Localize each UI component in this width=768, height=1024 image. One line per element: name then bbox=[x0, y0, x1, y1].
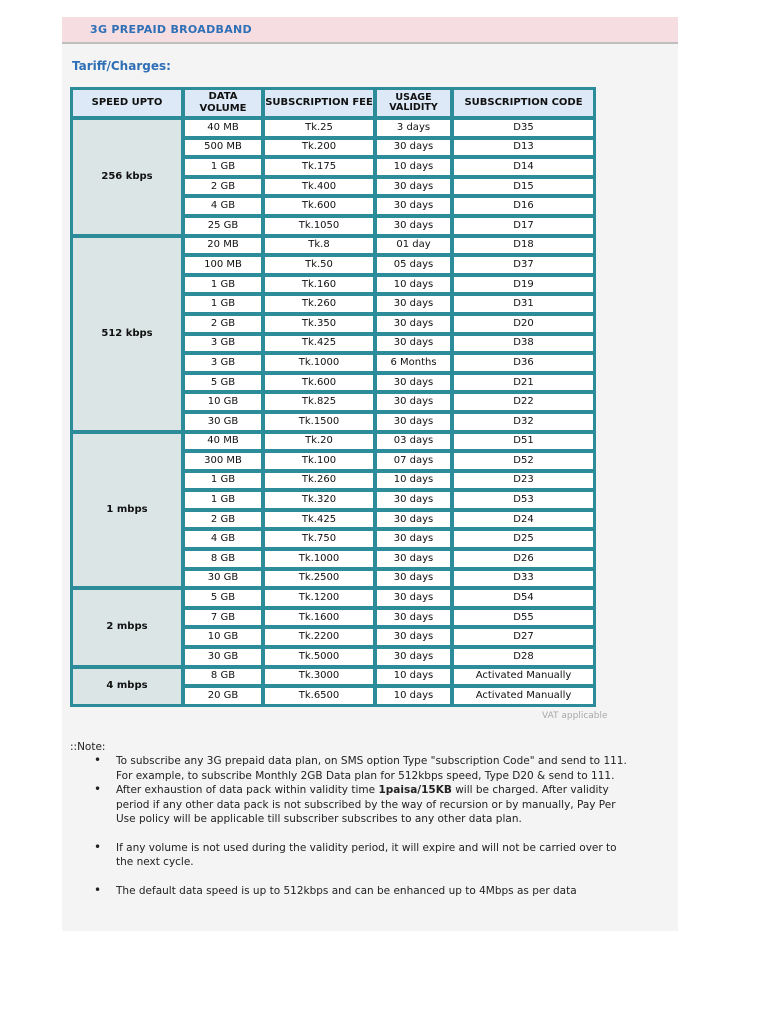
data-volume-cell: 10 GB bbox=[184, 393, 262, 411]
data-volume-cell: 30 GB bbox=[184, 648, 262, 666]
subscription-fee-cell: Tk.3000 bbox=[264, 668, 374, 686]
note-text: The default data speed is up to 512kbps and can be enhanced up to 4Mbps as per data bbox=[116, 884, 577, 897]
data-volume-cell: 2 GB bbox=[184, 511, 262, 529]
subscription-fee-cell: Tk.2500 bbox=[264, 570, 374, 588]
subscription-fee-cell: Tk.50 bbox=[264, 256, 374, 274]
usage-validity-cell: 3 days bbox=[376, 119, 451, 137]
vat-note: VAT applicable bbox=[542, 711, 608, 721]
subscription-code-cell: D33 bbox=[453, 570, 594, 588]
data-volume-cell: 7 GB bbox=[184, 609, 262, 627]
usage-validity-cell: 10 days bbox=[376, 668, 451, 686]
subscription-fee-cell: Tk.5000 bbox=[264, 648, 374, 666]
data-volume-cell: 5 GB bbox=[184, 589, 262, 607]
subscription-code-cell: D16 bbox=[453, 197, 594, 215]
speed-cell: 2 mbps bbox=[72, 589, 182, 665]
subscription-fee-cell: Tk.6500 bbox=[264, 687, 374, 705]
subscription-code-cell: D22 bbox=[453, 393, 594, 411]
subscription-fee-cell: Tk.160 bbox=[264, 276, 374, 294]
subscription-fee-cell: Tk.25 bbox=[264, 119, 374, 137]
data-volume-cell: 25 GB bbox=[184, 217, 262, 235]
bullet-icon: • bbox=[94, 839, 102, 854]
note-label: ::Note: bbox=[70, 741, 106, 753]
subscription-code-cell: D37 bbox=[453, 256, 594, 274]
table-row bbox=[72, 668, 594, 686]
data-volume-cell: 1 GB bbox=[184, 158, 262, 176]
data-volume-cell: 500 MB bbox=[184, 139, 262, 157]
subscription-code-cell: D24 bbox=[453, 511, 594, 529]
subscription-fee-cell: Tk.260 bbox=[264, 295, 374, 313]
subscription-fee-cell: Tk.600 bbox=[264, 374, 374, 392]
header-subscription-fee: SUBSCRIPTION FEE bbox=[264, 89, 374, 117]
subscription-code-cell: D15 bbox=[453, 178, 594, 196]
table-body bbox=[72, 119, 594, 705]
subscription-code-cell: D13 bbox=[453, 139, 594, 157]
data-volume-cell: 100 MB bbox=[184, 256, 262, 274]
data-volume-cell: 30 GB bbox=[184, 413, 262, 431]
data-volume-cell: 5 GB bbox=[184, 374, 262, 392]
header-data-volume: DATA VOLUME bbox=[184, 89, 262, 117]
header-banner bbox=[62, 17, 678, 44]
section-title: Tariff/Charges: bbox=[72, 59, 171, 73]
subscription-fee-cell: Tk.1050 bbox=[264, 217, 374, 235]
usage-validity-cell: 30 days bbox=[376, 295, 451, 313]
subscription-fee-cell: Tk.425 bbox=[264, 511, 374, 529]
note-emphasis: 1paisa/15KB bbox=[378, 784, 452, 796]
usage-validity-cell: 03 days bbox=[376, 433, 451, 451]
note-text: After exhaustion of data pack within validity time bbox=[116, 784, 379, 796]
usage-validity-cell: 30 days bbox=[376, 550, 451, 568]
data-volume-cell: 40 MB bbox=[184, 119, 262, 137]
usage-validity-cell: 07 days bbox=[376, 452, 451, 470]
speed-cell: 4 mbps bbox=[72, 668, 182, 705]
subscription-code-cell: D14 bbox=[453, 158, 594, 176]
data-volume-cell: 1 GB bbox=[184, 472, 262, 490]
usage-validity-cell: 6 Months bbox=[376, 354, 451, 372]
subscription-fee-cell: Tk.1600 bbox=[264, 609, 374, 627]
subscription-fee-cell: Tk.2200 bbox=[264, 628, 374, 646]
subscription-fee-cell: Tk.260 bbox=[264, 472, 374, 490]
usage-validity-cell: 30 days bbox=[376, 413, 451, 431]
speed-cell: 512 kbps bbox=[72, 237, 182, 431]
table-row bbox=[72, 237, 594, 255]
header-validity-line1: USAGE bbox=[395, 92, 432, 103]
usage-validity-cell: 30 days bbox=[376, 315, 451, 333]
usage-validity-cell: 30 days bbox=[376, 570, 451, 588]
usage-validity-cell: 30 days bbox=[376, 139, 451, 157]
subscription-code-cell: D35 bbox=[453, 119, 594, 137]
data-volume-cell: 8 GB bbox=[184, 550, 262, 568]
subscription-code-cell: Activated Manually bbox=[453, 687, 594, 705]
subscription-fee-cell: Tk.200 bbox=[264, 139, 374, 157]
subscription-fee-cell: Tk.8 bbox=[264, 237, 374, 255]
subscription-code-cell: D31 bbox=[453, 295, 594, 313]
header-speed: SPEED UPTO bbox=[72, 89, 182, 117]
notes-list bbox=[86, 754, 636, 898]
usage-validity-cell: 30 days bbox=[376, 178, 451, 196]
subscription-fee-cell: Tk.600 bbox=[264, 197, 374, 215]
usage-validity-cell: 30 days bbox=[376, 217, 451, 235]
subscription-fee-cell: Tk.1500 bbox=[264, 413, 374, 431]
usage-validity-cell: 30 days bbox=[376, 335, 451, 353]
usage-validity-cell: 30 days bbox=[376, 648, 451, 666]
subscription-fee-cell: Tk.175 bbox=[264, 158, 374, 176]
usage-validity-cell: 10 days bbox=[376, 276, 451, 294]
subscription-code-cell: D23 bbox=[453, 472, 594, 490]
note-item bbox=[94, 839, 636, 870]
subscription-code-cell: D55 bbox=[453, 609, 594, 627]
usage-validity-cell: 10 days bbox=[376, 687, 451, 705]
usage-validity-cell: 30 days bbox=[376, 374, 451, 392]
usage-validity-cell: 30 days bbox=[376, 530, 451, 548]
data-volume-cell: 1 GB bbox=[184, 276, 262, 294]
usage-validity-cell: 30 days bbox=[376, 491, 451, 509]
subscription-fee-cell: Tk.400 bbox=[264, 178, 374, 196]
usage-validity-cell: 10 days bbox=[376, 158, 451, 176]
subscription-code-cell: D54 bbox=[453, 589, 594, 607]
bullet-icon: • bbox=[94, 753, 102, 767]
subscription-fee-cell: Tk.750 bbox=[264, 530, 374, 548]
data-volume-cell: 300 MB bbox=[184, 452, 262, 470]
data-volume-cell: 2 GB bbox=[184, 178, 262, 196]
note-text: If any volume is not used during the validity period, it will expire and will not be carried over to the next cycle. bbox=[116, 841, 617, 868]
note-item bbox=[94, 782, 636, 827]
data-volume-cell: 40 MB bbox=[184, 433, 262, 451]
table-row bbox=[72, 589, 594, 607]
data-volume-cell: 1 GB bbox=[184, 491, 262, 509]
page-container bbox=[62, 17, 678, 931]
bullet-icon: • bbox=[94, 882, 102, 897]
header-usage-validity bbox=[376, 89, 451, 117]
subscription-code-cell: D18 bbox=[453, 237, 594, 255]
data-volume-cell: 30 GB bbox=[184, 570, 262, 588]
subscription-fee-cell: Tk.825 bbox=[264, 393, 374, 411]
usage-validity-cell: 30 days bbox=[376, 511, 451, 529]
speed-cell: 256 kbps bbox=[72, 119, 182, 235]
tariff-table bbox=[70, 87, 596, 707]
subscription-code-cell: D28 bbox=[453, 648, 594, 666]
note-item bbox=[94, 753, 636, 783]
subscription-code-cell: D32 bbox=[453, 413, 594, 431]
data-volume-cell: 3 GB bbox=[184, 354, 262, 372]
subscription-code-cell: D19 bbox=[453, 276, 594, 294]
data-volume-cell: 10 GB bbox=[184, 628, 262, 646]
data-volume-cell: 1 GB bbox=[184, 295, 262, 313]
usage-validity-cell: 30 days bbox=[376, 197, 451, 215]
usage-validity-cell: 30 days bbox=[376, 589, 451, 607]
subscription-code-cell: D26 bbox=[453, 550, 594, 568]
subscription-code-cell: D38 bbox=[453, 335, 594, 353]
subscription-code-cell: D52 bbox=[453, 452, 594, 470]
speed-cell: 1 mbps bbox=[72, 433, 182, 588]
subscription-fee-cell: Tk.100 bbox=[264, 452, 374, 470]
subscription-fee-cell: Tk.20 bbox=[264, 433, 374, 451]
usage-validity-cell: 01 day bbox=[376, 237, 451, 255]
usage-validity-cell: 30 days bbox=[376, 393, 451, 411]
table-header-row bbox=[72, 89, 594, 117]
table-row bbox=[72, 433, 594, 451]
usage-validity-cell: 10 days bbox=[376, 472, 451, 490]
subscription-fee-cell: Tk.1000 bbox=[264, 354, 374, 372]
subscription-code-cell: Activated Manually bbox=[453, 668, 594, 686]
header-validity-line2: VALIDITY bbox=[389, 102, 438, 113]
page-title: 3G PREPAID BROADBAND bbox=[90, 23, 252, 36]
usage-validity-cell: 05 days bbox=[376, 256, 451, 274]
note-item bbox=[94, 882, 636, 899]
subscription-fee-cell: Tk.1200 bbox=[264, 589, 374, 607]
header-subscription-code: SUBSCRIPTION CODE bbox=[453, 89, 594, 117]
subscription-code-cell: D20 bbox=[453, 315, 594, 333]
note-text: To subscribe any 3G prepaid data plan, on SMS option Type "subscription Code" and send to 111. For example, to subscribe Monthly 2GB Data plan for 512kbps speed, Type D20 & send to 111. bbox=[116, 755, 627, 782]
data-volume-cell: 8 GB bbox=[184, 668, 262, 686]
subscription-code-cell: D51 bbox=[453, 433, 594, 451]
data-volume-cell: 2 GB bbox=[184, 315, 262, 333]
usage-validity-cell: 30 days bbox=[376, 609, 451, 627]
subscription-fee-cell: Tk.1000 bbox=[264, 550, 374, 568]
subscription-fee-cell: Tk.320 bbox=[264, 491, 374, 509]
data-volume-cell: 20 GB bbox=[184, 687, 262, 705]
subscription-fee-cell: Tk.425 bbox=[264, 335, 374, 353]
subscription-code-cell: D25 bbox=[453, 530, 594, 548]
note-text: will be charged. After validity period if any other data pack is not subscribed by the way of recursion or by manually, Pay Per Use policy will be applicable till subscriber subscribes to any other data plan. bbox=[116, 784, 616, 825]
subscription-code-cell: D27 bbox=[453, 628, 594, 646]
table-row bbox=[72, 119, 594, 137]
subscription-code-cell: D21 bbox=[453, 374, 594, 392]
subscription-fee-cell: Tk.350 bbox=[264, 315, 374, 333]
data-volume-cell: 4 GB bbox=[184, 197, 262, 215]
subscription-code-cell: D53 bbox=[453, 491, 594, 509]
usage-validity-cell: 30 days bbox=[376, 628, 451, 646]
data-volume-cell: 20 MB bbox=[184, 237, 262, 255]
subscription-code-cell: D17 bbox=[453, 217, 594, 235]
data-volume-cell: 3 GB bbox=[184, 335, 262, 353]
data-volume-cell: 4 GB bbox=[184, 530, 262, 548]
bullet-icon: • bbox=[94, 782, 102, 796]
subscription-code-cell: D36 bbox=[453, 354, 594, 372]
